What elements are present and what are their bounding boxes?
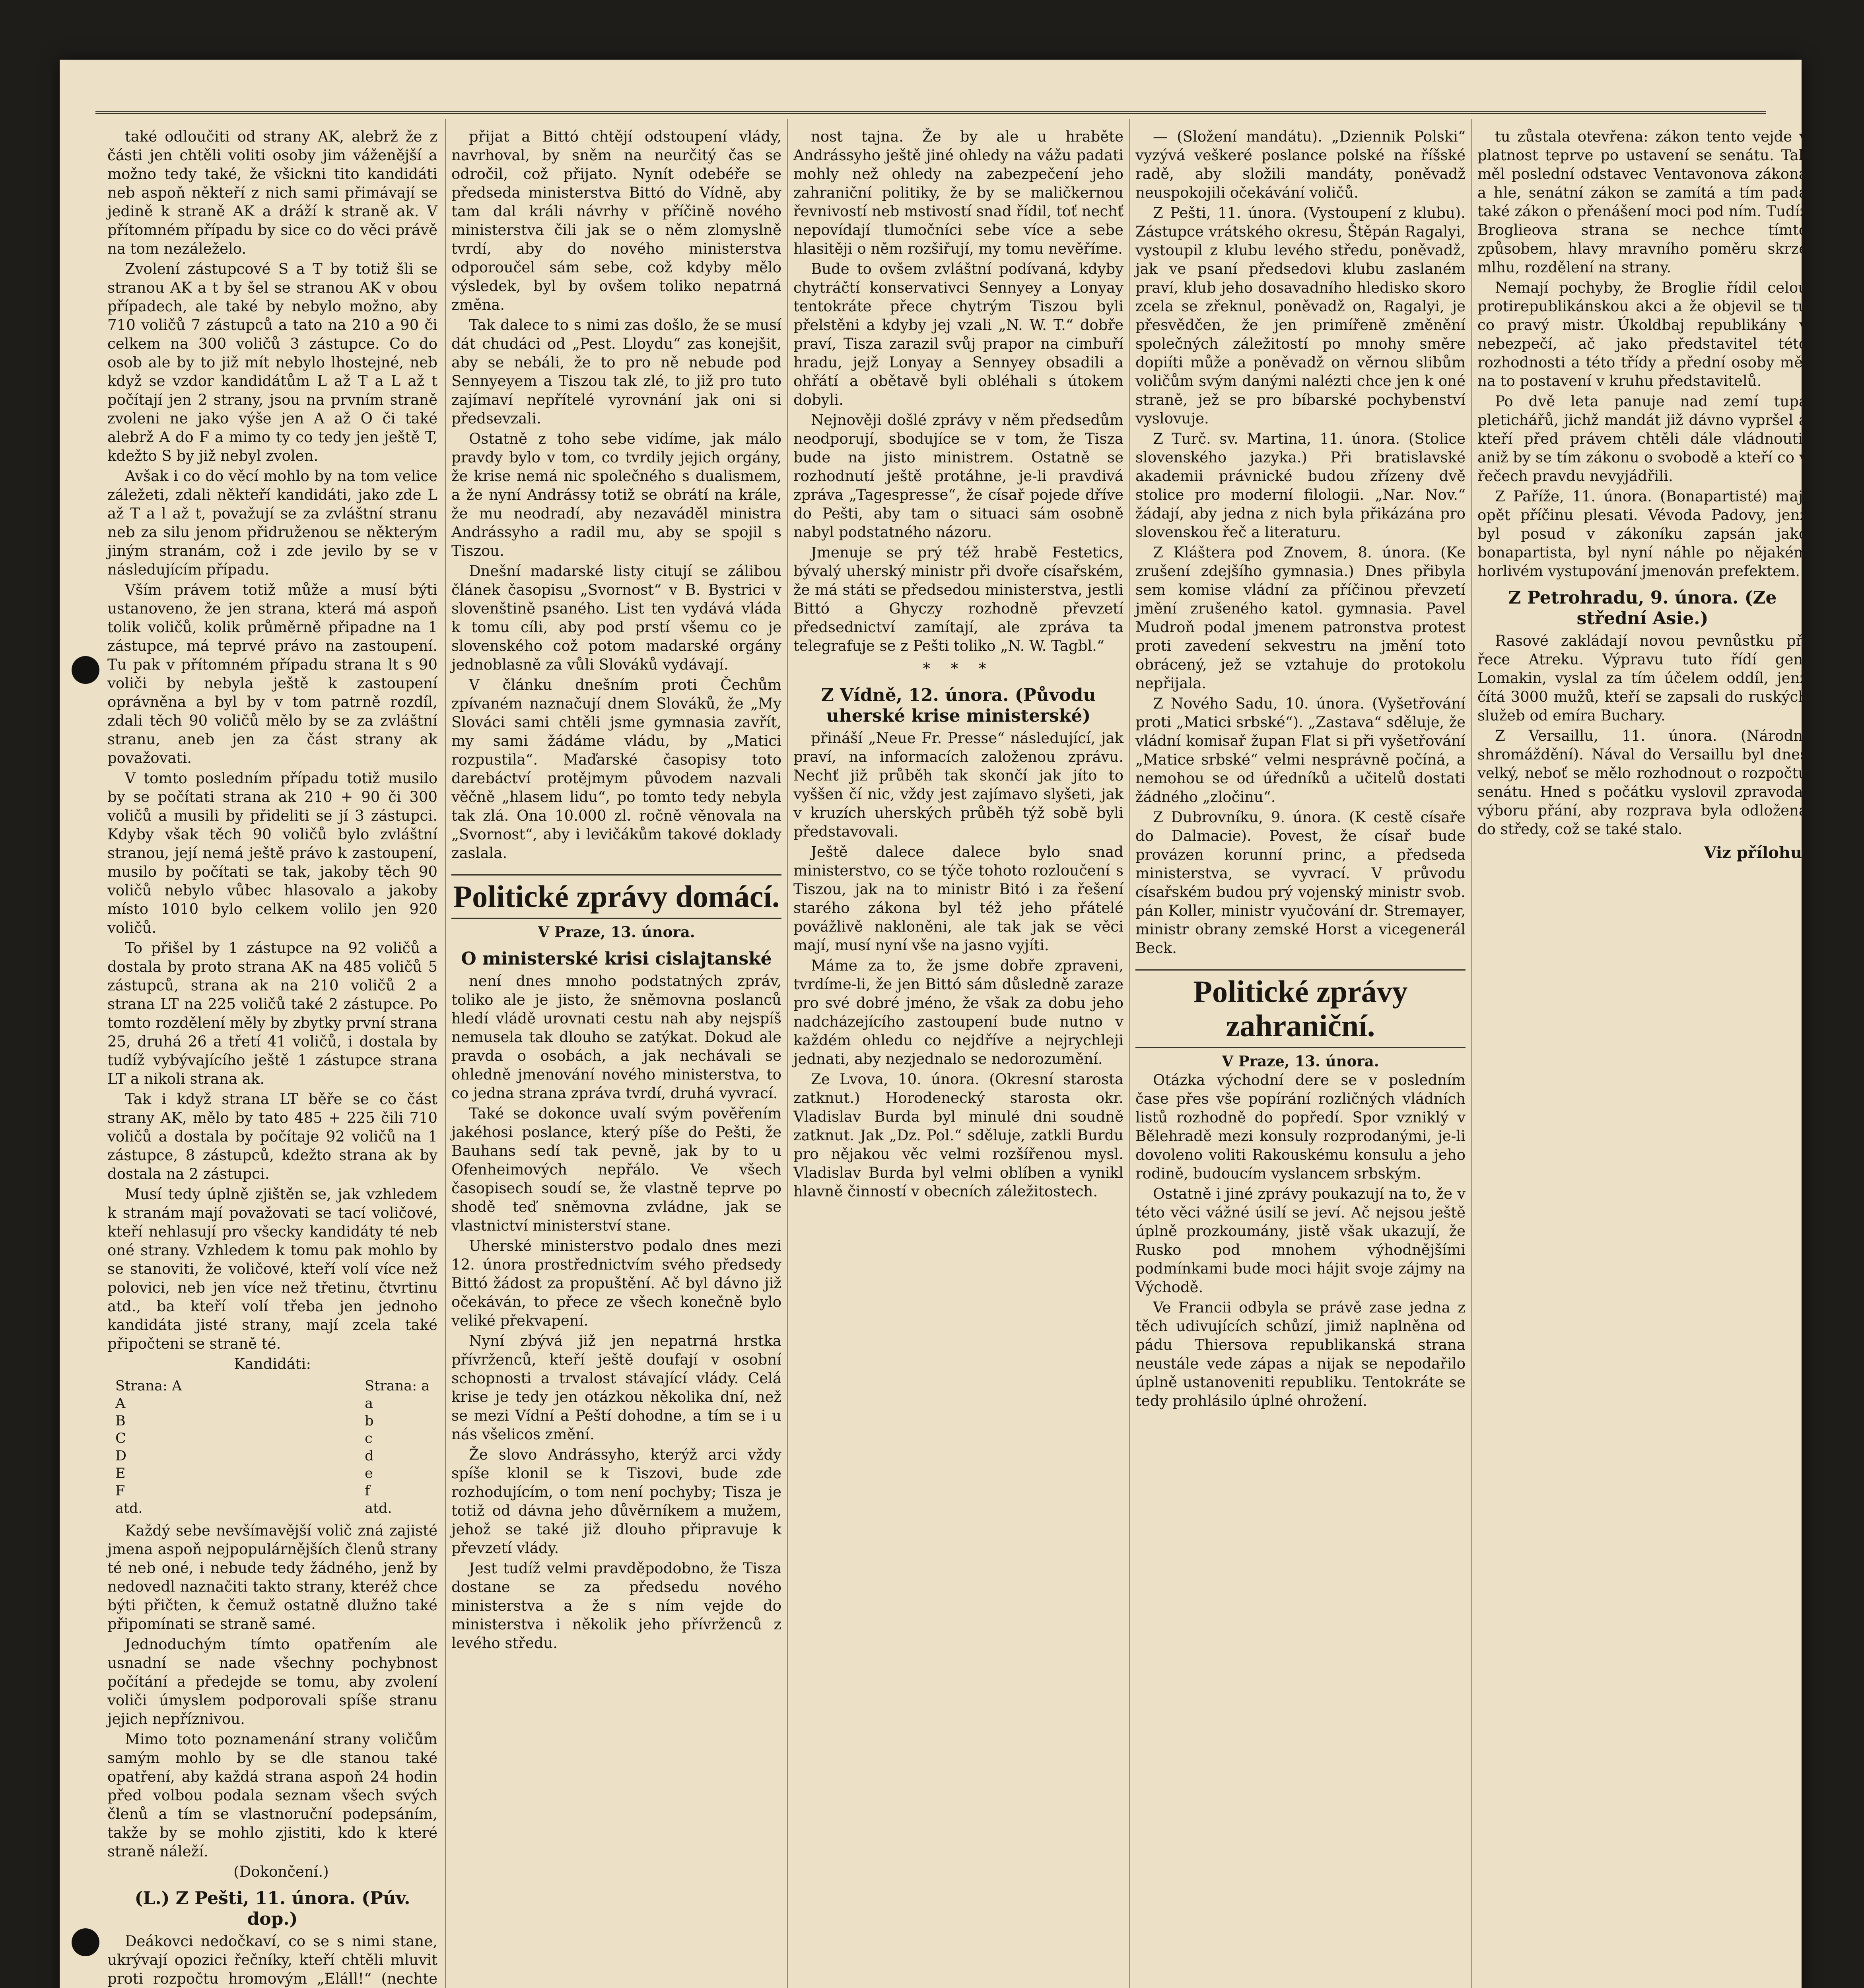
kandidat: B — [115, 1413, 126, 1429]
paragraph: není dnes mnoho podstatných zpráv, toliko ale je jisto, že sněmovna poslanců hledí vládě urovnati cestu nah aby nejspíš nemusela tak dlouho se zatýkat. Dokud ale pravda o osobách, a jak nechávali se ohledně jmenování nového ministerstva, to co jedna strana zpráva tvrdí, druhá vyvrací. — [451, 973, 781, 1102]
paragraph: Z Turč. sv. Martina, 11. února. (Stolice slovenského jazyka.) Při bratislavské akademii právnické budou zřízeny dvě stolice pro moderní filologii. „Nar. Nov.“ žádají, aby jedna z nich byla přikázána pro slovenskou řeč a literaturu. — [1135, 430, 1466, 541]
paragraph: Ze Lvova, 10. února. (Okresní starosta zatknut.) Horodenecký starosta okr. Vladislav Burda byl minulé dni soudně zatknut. Jak „Dz. Pol.“ sděluje, zatkli Burdu pro nějakou věc velmi rozšířenou mysl. Vladislav Burda byl velmi oblíben a vynikl hlavně činností v obecních záležitostech. — [793, 1071, 1123, 1200]
column-rule — [787, 119, 788, 1988]
paragraph: Tak dalece to s nimi zas došlo, že se musí dát chudáci od „Pest. Lloydu“ zas konejšit, aby se nebáli, že to pro ně nebude pod Sennyeyem a Tiszou tak zlé, to již pro tuto zajímaví nepřítelé vyrovnání jak oni si předsevzali. — [451, 316, 781, 427]
top-rule — [95, 111, 1766, 114]
dateline: V Praze, 13. února. — [1222, 1052, 1379, 1070]
kandidati-table — [115, 1377, 430, 1517]
kandidati-label: Kandidáti: — [234, 1355, 311, 1373]
kandidat: atd. — [365, 1501, 392, 1516]
paragraph: Že slovo Andrássyho, kterýž arci vždy spíše klonil se k Tiszovi, bude zde rozhodujícím, o tom není pochyby; Tisza je totiž od dávna jeho důvěrníkem a mužem, jehož se také již dlouho připravuje k převzetí vlády. — [451, 1446, 781, 1557]
kandidat: atd. — [115, 1501, 143, 1516]
paragraph: Z Paříže, 11. února. (Bonapartisté) mají opět příčinu plesati. Vévoda Padovy, jenž byl posud v zákoníku zapsán jako bonapartista, byl nyní náhle po nějakém horlivém vystupování jmenován prefektem. — [1477, 488, 1808, 580]
paragraph: Bude to ovšem zvláštní podívaná, kdyby chytráčtí konservativci Sennyey a Lonyay tentokráte přece chytrým Tiszou byli přelstěni a kdyby jej vzali „N. W. T.“ dobře praví, Tisza zarazil svůj prapor na cimbuří hradu, jejž Lonyay a Sennyey obsadili a ohřátí a obětavě byli obléhali s útokem dobyli. — [793, 260, 1123, 408]
kandidat: F — [115, 1483, 125, 1499]
paragraph: Jednoduchým tímto opatřením ale usnadní se nade všechny pochybnost počítání a předejde se tomu, aby zvolení voliči úmyslem podporovali spíše stranu jejich nepříznivou. — [107, 1636, 437, 1728]
paragraph: Nemají pochyby, že Broglie řídil celou protirepublikánskou akci a že objevil se tu co pravý mistr. Úkoldbaj republikány v nebezpečí, ač jako představitel této rozhodnosti a této třídy a přední osoby měl na to postavení v kruhu představitelů. — [1477, 279, 1808, 390]
paragraph: Máme za to, že jsme dobře zpraveni, tvrdíme-li, že jen Bittó sám důsledně zaraze pro své dobré jméno, že však za dobu jeho nadcházejícího zastoupení bude nutno v každém ohledu co nejdříve a nejrychleji jednati, aby nezjednalo se nedorozumění. — [793, 957, 1123, 1068]
paragraph: Zvolení zástupcové S a T by totiž šli se stranou AK a t by šel se stranou AK v obou případech, ale také by nebylo možno, aby 710 voličů 7 zástupců a tato na 210 a 90 či celkem na 300 voličů 3 zástupce. Co do osob ale by to již mít nebylo lhostejné, neb když se vzdor kandidátům L až T a L až t počítají jen 2 strany, jsou na prvním straně zvoleni ne jako výše jen A až O či také alebrž A do F a mimo ty co tedy jen ještě T, kdežto S by již nebyl zvolen. — [107, 260, 437, 464]
kandidat: A — [115, 1396, 126, 1411]
column-5 — [1477, 127, 1808, 862]
section-heading: Z Vídně, 12. února. (Původu uherské krise ministerské) — [821, 685, 1096, 726]
paragraph: Jmenuje se prý též hrabě Festetics, bývalý uherský ministr při dvoře císařském, že má státi se předsedou ministerstva, jestli Bittó a Ghyczy rozhodně převzetí předsednictví zamítají, ale zpráva ta telegrafuje se z Pešti toliko „N. W. Tagbl.“ — [793, 544, 1123, 654]
paragraph: také odloučiti od strany AK, alebrž že z části jen chtěli voliti osoby jim váženější a možno tedy také, že všickni tito kandidáti neb aspoň někteří z nich sami přimávají se jedině k straně AK a dráží k straně ak. V přítomném případu by sice co do věci právě na tom nezáleželo. — [107, 128, 437, 257]
paragraph: Ve Francii odbyla se právě zase jedna z těch udivujících schůzí, jimiž naplněna od pádu Thiersova republikanská strana neustále vede zápas a nijak se nepodařilo úplně ustanoveniti republiku. Tentokráte se tedy prohlásilo úplné ohrožení. — [1135, 1299, 1466, 1409]
paragraph: To přišel by 1 zástupce na 92 voličů a dostala by proto strana AK na 485 voličů 5 zástupců, strana ak na 210 voličů 2 a strana LT na 225 voličů také 2 zástupce. Po tomto rozdělení měly by zbytky první strana 25, druhá 26 a třetí 41 voličů, i dostala by tudíž vybývajícího ještě 1 zástupce strana LT a nikoli strana ak. — [107, 940, 437, 1087]
kandidat: a — [365, 1396, 373, 1411]
paragraph: přináší „Neue Fr. Presse“ následující, jak praví, na informacích založenou zprávu. Nechť již průběh tak skončí jak jíto to vyššen čí nic, vždy jest zajímavo slyšeti, jak v kruzích uherských průběh týž sobě byli představovali. — [793, 730, 1123, 840]
kandidat: f — [365, 1483, 370, 1499]
column-rule — [1129, 119, 1130, 1988]
kandidat: c — [365, 1431, 373, 1446]
paragraph: Z Nového Sadu, 10. února. (Vyšetřování proti „Matici srbské“). „Zastava“ sděluje, že vládní komisař župan Flat si při vyšetřování „Matice srbské“ velmi nesprávně počíná, a nemohou se od úředníků a učitelů dostati žádného „zločinu“. — [1135, 695, 1466, 806]
paragraph: Ještě dalece dalece bylo snad ministerstvo, co se týče tohoto rozloučení s Tiszou, jak na to ministr Bitó i za řešení starého zákona byl též jeho přátelé povážlivě nakloněni, ale tak jak se věci mají, musí nyní vše na jasno vyjíti. — [793, 843, 1123, 954]
paragraph: nost tajna. Že by ale u hraběte Andrássyho ještě jiné ohledy na vážu padati mohly než ohledy na zabezpečení jeho zahraniční politiky, že by se maličkernou řevnivostí neb mstivostí snad řídil, toť nechť nepovídají tlumočníci sebe více a sebe hlasitěji o něm rozšiřují, my tomu nevěříme. — [793, 128, 1123, 257]
column-3 — [793, 127, 1123, 1202]
section-title-domestic: Politické zprávy domácí. — [451, 874, 781, 919]
paragraph: Nyní zbývá již jen nepatrná hrstka přívrženců, kteří ještě doufají v osobní schopnosti a trvalost stávající vlády. Celá krise je tedy jen otázkou několika dní, než se mezi Vídní a Peští dohodne, a tím se i u nás všelicos změní. — [451, 1332, 781, 1443]
continuation-note: (Dokončení.) — [233, 1863, 329, 1880]
paragraph: Z Dubrovníku, 9. února. (K cestě císaře do Dalmacie). Povest, že císař bude provázen korunní princ, a předseda ministerstva, se vyvrací. V průvodu císařském budou prý vojenský ministr svob. pán Koller, ministr vyučování dr. Stremayer, ministr obrany zemské Horst a vicegenerál Beck. — [1135, 809, 1466, 957]
paragraph: Nejnověji došlé zprávy v něm předsedům neodporují, sbodujíce se v tom, že Tisza bude na jisto ministrem. Ostatně se rozhodnutí ještě protáhne, je-li pravdivá zpráva „Tagespresse“, že císař pojede dříve do Pešti, aby tam o situaci sám osobně nabyl podstatného názoru. — [793, 412, 1123, 541]
paragraph: Z Versaillu, 11. února. (Národní shromáždění). Nával do Versaillu byl dnes velký, neboť se mělo rozhodnout o rozpočtu senátu. Hned s počátku vyslovil zpravodaj výboru přání, aby rozprava byla odložena do středy, což se také stalo. — [1477, 727, 1808, 838]
kandidat: d — [365, 1448, 374, 1464]
kandidati-right-label: Strana: a — [365, 1378, 430, 1394]
column-1 — [107, 127, 437, 1988]
dateline: V Praze, 13. února. — [538, 923, 695, 941]
paragraph: Ostatně i jiné zprávy poukazují na to, že v této věci vážné úsilí se jeví. Ač nejsou ještě úplně prozkoumány, jistě však ukazují, že Rusko pod mnohem výhodnějšími podmínkami bude moci hájit svoje zájmy na Východě. — [1135, 1185, 1466, 1296]
kandidati-right-group — [365, 1377, 430, 1517]
newspaper-page — [60, 60, 1808, 1988]
paragraph: přijat a Bittó chtějí odstoupení vlády, navrhoval, by sněm na neurčitý čas se odročil, což přijato. Nynít odebéře se předseda ministerstva Bittó do Vídně, aby tam dal králi návrhy v příčině nového ministerstva čili jak se o něm zlomyslně tvrdí, aby do nového ministerstva odporoučel sám sebe, což kdyby mělo výsledek, byl by ovšem toliko nepatrná změna. — [451, 128, 781, 313]
see-supplement-note: Viz přílohu. — [1704, 843, 1808, 862]
paragraph: — (Složení mandátu). „Dziennik Polski“ vyzývá veškeré poslance polské na říšské radě, aby složili mandáty, poněvadž neuspokojili očekávání voličů. — [1135, 128, 1466, 201]
paragraph: Rasové zakládají novou pevnůstku při řece Atreku. Výpravu tuto řídí gen. Lomakin, vyslal za tím účelem oddíl, jenž čítá 3000 mužů, kteří se zapsali do ruských služeb od emíra Buchary. — [1477, 632, 1808, 724]
paragraph: Musí tedy úplně zjištěn se, jak vzhledem k stranám mají považovati se tací voličové, kteří nehlasují pro všecky kandidáty té neb oné strany. Vzhledem k tomu pak mohlo by se stanoviti, že voličové, kteří volí více než polovici, neb jen více než třetinu, čtvrtinu atd., ba kteří volí třeba jen jednoho kandidáta jisté strany, mají zcela také připočteni se straně té. — [107, 1186, 437, 1352]
paragraph: Deákovci nedočkaví, co se s nimi stane, ukrývají opozici řečníky, kteří chtěli mluvit proti rozpočtu hromovým „Eláll!“ (nechte — [107, 1933, 437, 1987]
column-2 — [451, 127, 781, 1654]
section-title-foreign: Politické zprávy zahraniční. — [1135, 969, 1466, 1048]
kandidat: b — [365, 1413, 374, 1429]
paragraph: Tak i když strana LT běře se co část strany AK, mělo by tato 485 + 225 čili 710 voličů a dostala by počítaje 92 voličů na 1 zástupce, 8 zástupců, kdežto strana ak by dostala na 2 zástupci. — [107, 1091, 437, 1182]
paragraph: Mimo toto poznamenání strany voličům samým mohlo by se dle stanou také opatření, aby každá strana aspoň 24 hodin před volbou podala seznam všech svých členů a tím se vlastnoruční podepsáním, takže by se mohlo zjistiti, kdo k které straně náleží. — [107, 1731, 437, 1860]
section-heading: (L.) Z Pešti, 11. února. (Púv. dop.) — [134, 1888, 410, 1929]
paragraph: Z Kláštera pod Znovem, 8. února. (Ke zrušení zdejšího gymnasia.) Dnes přibyla sem komise vládní za příčinou převzetí jmění zrušeného katol. gymnasia. Pavel Mudroň podal jmenem patronstva protest proti zavedení sekvestru na jmění toto obrácený, jež se vztahuje do protokolu nepřijala. — [1135, 544, 1466, 692]
punch-hole — [72, 656, 99, 684]
paragraph: V článku dnešním proti Čechům zpívaném naznačují dnem Slováků, že „My Slováci sami chtěli jsme gymnasia zavřít, my sami žádáme vládu, by „Matici rozpustila“. Maďarské časopisy toto darebáctví protějmym původem nazvali věčně „hlasem lidu“, po tomto tedy nebyla tak zlá. Ona 10.000 zl. ročně věnovala na „Svornost“, aby i levičákům takové doklady zaslala. — [451, 676, 781, 862]
column-rule — [1471, 119, 1472, 1988]
kandidat: D — [115, 1448, 127, 1464]
paragraph: Avšak i co do věcí mohlo by na tom velice záležeti, zdali někteří kandidáti, jako zde L až T a l až t, považují se za zvláštní stranu neb za silu jenom přidruženou se některým jiným stranám, což i zde jevilo by se v následujícím případu. — [107, 468, 437, 578]
punch-hole — [72, 1928, 99, 1956]
paragraph: Z Pešti, 11. února. (Vystoupení z klubu). Zástupce vrátského okresu, Štěpán Ragalyi, vystoupil z klubu levého středu, poněvadž, jak ve psaní předsedovi klubu zaslaném praví, klub jeho dosavadního hledisko skoro zcela se zřeknul, poněvadž on, Ragalyi, je přesvědčen, že jen primířeně změnění společných záležitostí po mnohy směre dopiíti může a poněvadž on věrnou slibům voličům svým danými nalézti chce jen k oné straně, jež se pro bíbarské pochybenství vyslovuje. — [1135, 204, 1466, 427]
paragraph: Uherské ministerstvo podalo dnes mezi 12. února prostřednictvím svého předsedy Bittó žádost za propuštění. Ač byl dávno již očekáván, to přece ze všech konečně bylo veliké překvapení. — [451, 1237, 781, 1329]
kandidat: E — [115, 1466, 126, 1481]
paragraph: Po dvě leta panuje nad zemí tupá pletichářů, jichž mandát již dávno vypršel a kteří před právem chtěli dále vládnouti, aniž by se tím zákonu o svobodě a kteří co v řečech pravdu nevyjádřili. — [1477, 393, 1808, 485]
paragraph: V tomto posledním případu totiž musilo by se počítati strana ak 210 + 90 či 300 voličů a musili by přideliti se jí 3 zástupci. Kdyby však těch 90 voličů bylo zvláštní stranou, její nemá ještě právo k zastoupení, musilo by počítati se tak, jakoby těch 90 voličů nebylo vůbec hlasovalo a jakoby místo 1010 bylo celkem volilo jen 920 voličů. — [107, 770, 437, 936]
paragraph: Otázka východní dere se v posledním čase přes vše popírání rozličných vládních listů rozhodně do popředí. Spor vzniklý v Bělehradě mezi konsuly rozprodanými, je-li dovoleno voliti Rakouskému konsulu a jeho rodině, budoucím vyslancem srbským. — [1135, 1072, 1466, 1182]
column-rule — [445, 119, 446, 1988]
paragraph: Ostatně z toho sebe vidíme, jak málo pravdy bylo v tom, co tvrdily jejich orgány, že krise nemá nic společného s dualismem, a že nyní Andrássy totiž se obrátí na krále, že mu neodradí, aby nezaváděl ministra Andrássyho a radil mu, aby se spojil s Tiszou. — [451, 430, 781, 559]
section-separator: * * * — [923, 660, 994, 677]
kandidat: e — [365, 1466, 373, 1481]
kandidati-left-label: Strana: A — [115, 1378, 182, 1394]
paragraph: Vším právem totiž může a musí býti ustanoveno, že jen strana, která má aspoň tolik voličů, kolik průměrně připadne na 1 zástupce, má teprvé právo na zastoupení. Tu pak v přítomném případu strana lt s 90 voliči by nebyla ještě k zastoupení oprávněna a byl by v tom patrně rozdíl, zdali těch 90 voličů mělo by se za zvláštní stranu, aneb jen za část strany ak považovati. — [107, 581, 437, 767]
paragraph: Také se dokonce uvalí svým pověřením jakéhosi poslance, který píše do Pešti, že Bauhans sedí tak pevně, jak by to u Ofenheimových nepřálo. Ve všech časopisech soudí se, že vlastně teprve po shodě teď sněmovna zvládne, jak se vlastnictví ministerství stane. — [451, 1105, 781, 1234]
paragraph: Každý sebe nevšímavější volič zná zajisté jmena aspoň nejpopulárnějších členů strany té neb oné, i nebude tedy žádného, jenž by nedovedl naznačiti takto strany, kteréž chce býti přičten, k čemuž ostatně dlužno také připomínati se straně samé. — [107, 1522, 437, 1633]
paragraph: tu zůstala otevřena: zákon tento vejde v platnost teprve po ustavení se senátu. Tak měl poslední odstavec Ventavonova zákona a hle, senátní zákon se zamítá a tím padá také zákon o přenášení moci pod ním. Tudíž Broglieova strana se nechce tímto způsobem, hlavy mravního poměru skrze mlhu, rozdělení na strany. — [1477, 128, 1808, 276]
paragraph: Dnešní madarské listy citují se zálibou článek časopisu „Svornost“ v B. Bystrici v slovenštině psaného. List ten vydává vláda k tomu cíli, aby pod prstí všemu co je slovenského což potom madarské orgány jednoblasně za vůli Slováků vydávají. — [451, 563, 781, 673]
kandidat: C — [115, 1431, 126, 1446]
section-heading: Z Petrohradu, 9. února. (Ze střední Asie.) — [1508, 588, 1777, 629]
kandidati-left-group — [115, 1377, 182, 1517]
column-4 — [1135, 127, 1466, 1412]
paragraph: Jest tudíž velmi pravděpodobno, že Tisza dostane se za předsedu nového ministerstva a že s ním vejde do ministerstva i několik jeho přívrženců z levého středu. — [451, 1560, 781, 1652]
section-subtitle: O ministerské krisi cislajtanské — [461, 949, 772, 969]
